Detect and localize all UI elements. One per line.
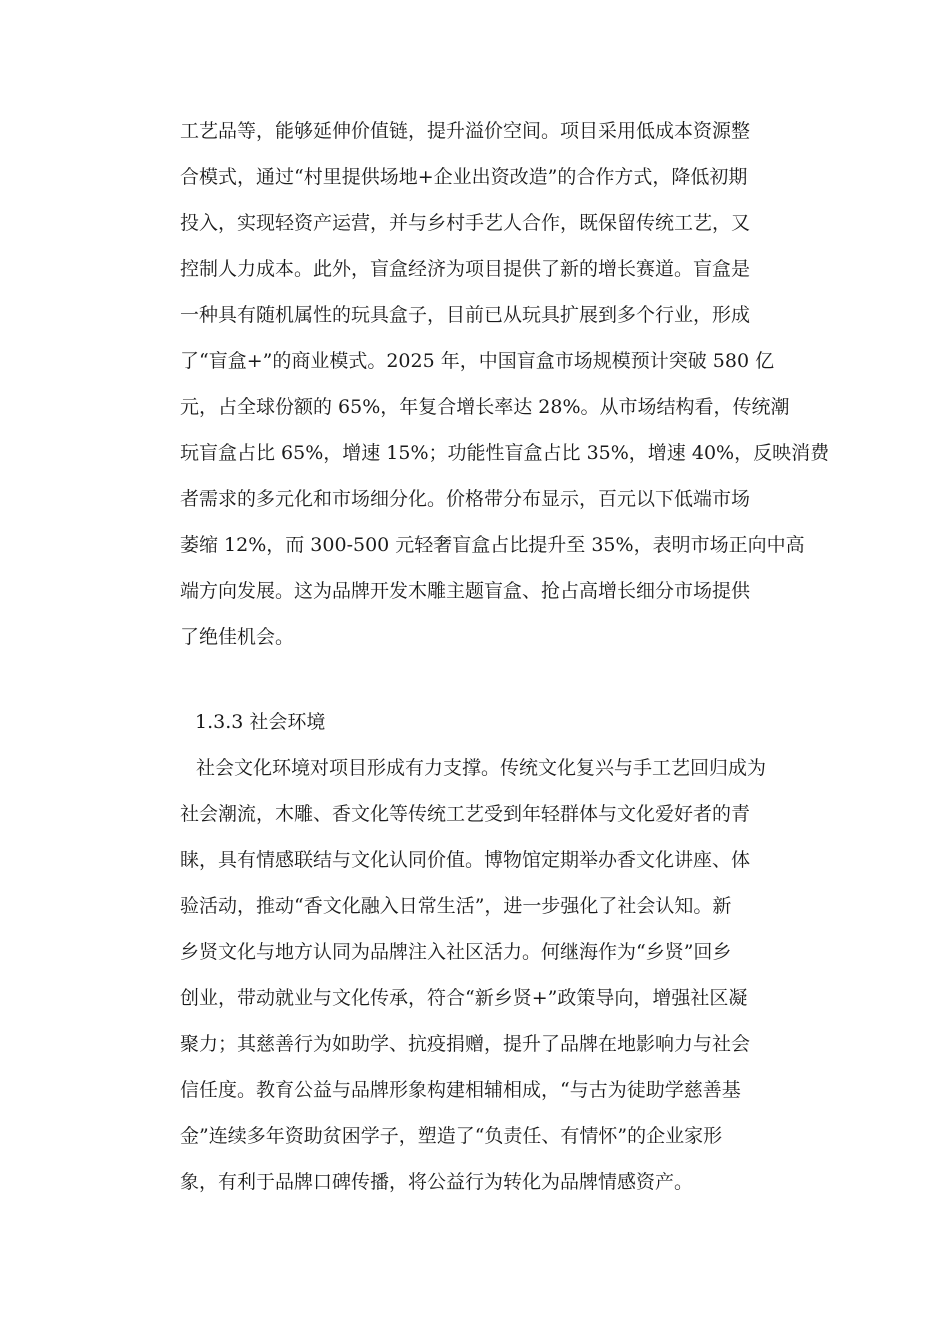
- text-line: 萎缩 12%，而 300-500 元轻奢盲盒占比提升至 35%，表明市场正向中高: [180, 534, 805, 556]
- text-line: 社会文化环境对项目形成有力支撑。传统文化复兴与手工艺回归成为: [196, 757, 767, 779]
- text-line: 睐，具有情感联结与文化认同价值。博物馆定期举办香文化讲座、体: [180, 849, 751, 871]
- text-line: 端方向发展。这为品牌开发木雕主题盲盒、抢占高增长细分市场提供: [180, 580, 751, 602]
- paragraph-market-environment: [180, 108, 830, 660]
- text-line: 投入，实现轻资产运营，并与乡村手艺人合作，既保留传统工艺，又: [180, 212, 751, 234]
- text-line: 了“盲盒+”的商业模式。2025 年，中国盲盒市场规模预计突破 580 亿: [180, 350, 775, 372]
- text-line: 创业，带动就业与文化传承，符合“新乡贤+”政策导向，增强社区凝: [180, 987, 748, 1009]
- text-line: 金”连续多年资助贫困学子，塑造了“负责任、有情怀”的企业家形: [180, 1125, 723, 1147]
- text-line: 工艺品等，能够延伸价值链，提升溢价空间。项目采用低成本资源整: [180, 120, 751, 142]
- section-heading: 1.3.3 社会环境: [195, 711, 326, 733]
- text-line: 信任度。教育公益与品牌形象构建相辅相成，“与古为徒助学慈善基: [180, 1079, 741, 1101]
- text-line: 一种具有随机属性的玩具盒子，目前已从玩具扩展到多个行业，形成: [180, 304, 751, 326]
- text-line: 者需求的多元化和市场细分化。价格带分布显示，百元以下低端市场: [180, 488, 751, 510]
- text-line: 合模式，通过“村里提供场地+企业出资改造”的合作方式，降低初期: [180, 166, 748, 188]
- text-line: 乡贤文化与地方认同为品牌注入社区活力。何继海作为“乡贤”回乡: [180, 941, 732, 963]
- text-line: 社会潮流，木雕、香文化等传统工艺受到年轻群体与文化爱好者的青: [180, 803, 751, 825]
- text-line: 验活动，推动“香文化融入日常生活”，进一步强化了社会认知。新: [180, 895, 732, 917]
- text-line: 了绝佳机会。: [180, 626, 295, 648]
- paragraph-social-environment: [180, 745, 780, 1205]
- text-line: 玩盲盒占比 65%，增速 15%；功能性盲盒占比 35%，增速 40%，反映消费: [180, 442, 830, 464]
- text-line: 象，有利于品牌口碑传播，将公益行为转化为品牌情感资产。: [180, 1171, 694, 1193]
- text-line: 聚力；其慈善行为如助学、抗疫捐赠，提升了品牌在地影响力与社会: [180, 1033, 751, 1055]
- text-line: 控制人力成本。此外，盲盒经济为项目提供了新的增长赛道。盲盒是: [180, 258, 751, 280]
- text-line: 元，占全球份额的 65%，年复合增长率达 28%。从市场结构看，传统潮: [180, 396, 790, 418]
